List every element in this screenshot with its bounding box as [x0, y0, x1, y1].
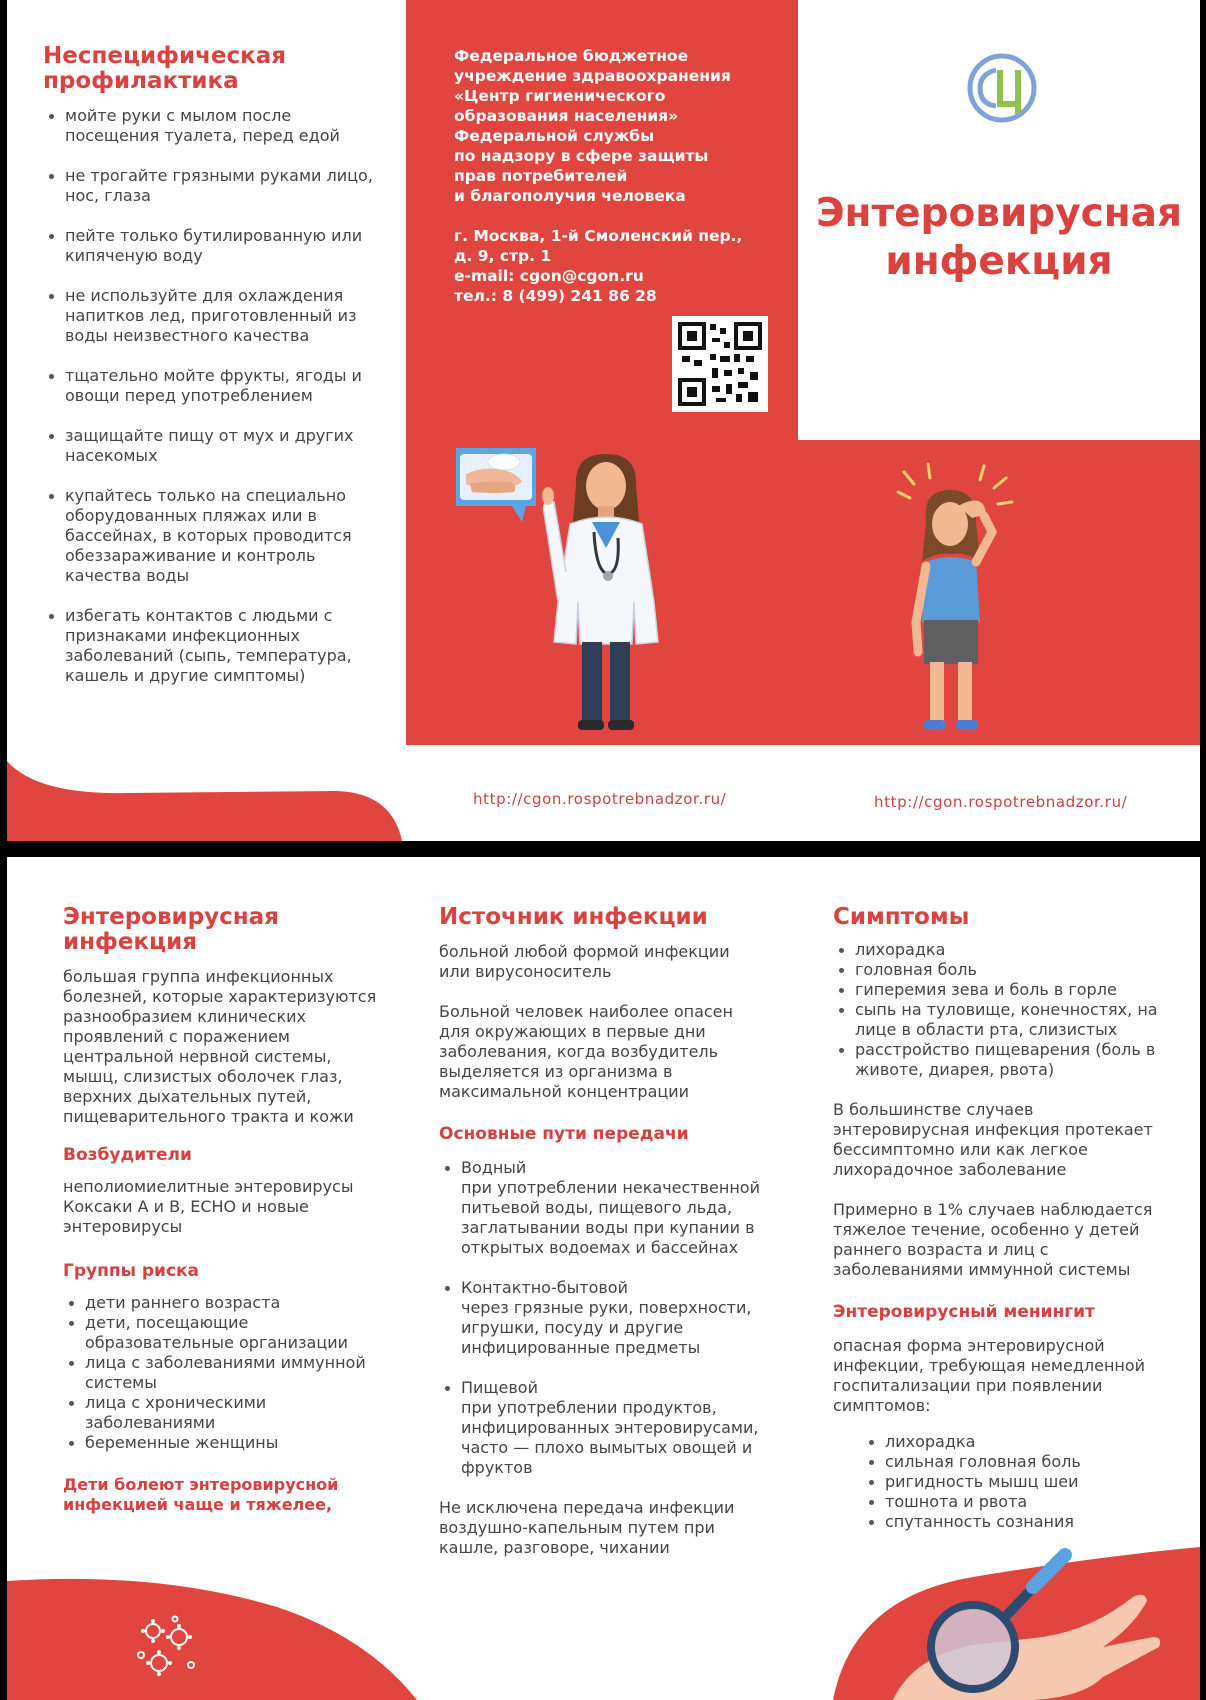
route-desc: при употреблении некачественной питьевой воды, пищевого льда, заглатывании воды при купании в открытых водоемах и бассейнах	[461, 1177, 760, 1257]
routes-list	[439, 1158, 779, 1478]
routes-title: Основные пути передачи	[439, 1123, 689, 1144]
prevention-panel	[43, 44, 403, 686]
airborne-text: Не исключена передача инфекции воздушно-капельным путем при кашле, разговоре, чихании	[439, 1497, 735, 1557]
column-symptoms	[833, 905, 1183, 1532]
phone-line: тел.: 8 (499) 241 86 28	[454, 287, 657, 305]
list-item: избегать контактов с людьми с признаками инфекционных заболеваний (сыпь, температура, кашель и другие симптомы)	[43, 606, 373, 686]
virus-icon	[135, 1615, 205, 1685]
cover-title	[798, 190, 1200, 286]
organization-panel	[406, 0, 798, 745]
symptoms-list	[833, 940, 1163, 1080]
list-item: сильная головная боль	[863, 1452, 1163, 1472]
prevention-title: Неспецифическая профилактика	[43, 43, 286, 94]
list-item: тошнота и рвота	[863, 1492, 1163, 1512]
severe-text: Примерно в 1% случаев наблюдается тяжелое течение, особенно у детей раннего возраста и лиц с заболеваниями иммунной системы	[833, 1199, 1153, 1279]
logo-cgon	[966, 52, 1038, 124]
list-item: дети раннего возраста	[63, 1293, 393, 1313]
list-item: головная боль	[833, 960, 1163, 980]
section-title: Энтеровирусная инфекция	[63, 904, 279, 955]
list-item: тщательно мойте фрукты, ягоды и овощи перед употреблением	[43, 366, 373, 406]
list-item	[439, 1378, 779, 1478]
list-item: дети, посещающие образовательные организации	[63, 1313, 393, 1353]
brochure-inside	[7, 857, 1200, 1700]
cover-lower-panel	[798, 440, 1200, 745]
route-name: Пищевой	[461, 1377, 538, 1397]
route-name: Контактно-бытовой	[461, 1277, 628, 1297]
risk-title: Группы риска	[63, 1260, 200, 1281]
list-item: расстройство пищеварения (боль в животе, диарея, рвота)	[833, 1040, 1163, 1080]
prevention-list	[43, 106, 373, 686]
children-note: Дети болеют энтеровирусной инфекцией чаще и тяжелее,	[63, 1474, 339, 1514]
sick-girl-illustration	[888, 462, 1018, 738]
list-item	[439, 1278, 779, 1358]
org-line: по надзору в сфере защиты	[454, 147, 709, 165]
list-item: лица с заболеваниями иммунной системы	[63, 1353, 393, 1393]
risk-list	[63, 1293, 393, 1453]
asymptomatic-text: В большинстве случаев энтеровирусная инфекция протекает бессимптомно или как легкое лихорадочное заболевание	[833, 1099, 1153, 1179]
list-item: пейте только бутилированную или кипяченую воду	[43, 226, 373, 266]
org-line: Федеральной службы	[454, 127, 655, 145]
list-item: сыпь на туловище, конечностях, на лице в области рта, слизистых	[833, 1000, 1163, 1040]
hand-washing-icon	[452, 444, 542, 524]
org-line: «Центр гигиенического	[454, 87, 666, 105]
meningitis-title: Энтеровирусный менингит	[833, 1301, 1095, 1322]
org-line: Федеральное бюджетное	[454, 47, 689, 65]
website-link-left[interactable]: http://cgon.rospotrebnadzor.ru/	[473, 790, 727, 808]
meningitis-list	[863, 1432, 1163, 1532]
list-item: лихорадка	[863, 1432, 1163, 1452]
cover-title-line: Энтеровирусная	[815, 191, 1183, 236]
list-item: не трогайте грязными руками лицо, нос, глаза	[43, 166, 373, 206]
cover-title-panel	[798, 0, 1200, 440]
org-line: прав потребителей	[454, 167, 628, 185]
org-line: учреждение здравоохранения	[454, 67, 731, 85]
doctor-illustration	[536, 452, 676, 737]
column-source	[439, 905, 789, 1558]
meningitis-text: опасная форма энтеровирусной инфекции, требующая немедленной госпитализации при появлении симптомов:	[833, 1335, 1146, 1415]
org-line: и благополучия человека	[454, 187, 686, 205]
pathogens-title: Возбудители	[63, 1144, 192, 1165]
list-item: беременные женщины	[63, 1433, 393, 1453]
pathogens-text: неполиомиелитные энтеровирусы Коксаки А и В, ЕСНО и новые энтеровирусы	[63, 1176, 354, 1236]
section-title: Симптомы	[833, 904, 970, 930]
brochure-front	[7, 0, 1200, 841]
org-line: образования населения»	[454, 107, 679, 125]
qr-code-icon	[672, 316, 768, 412]
route-name: Водный	[461, 1157, 527, 1177]
danger-text: Больной человек наиболее опасен для окружающих в первые дни заболевания, когда возбудитель выделяется из организма в максимальной концентрации	[439, 1001, 733, 1101]
list-item: ригидность мышц шеи	[863, 1472, 1163, 1492]
source-text: больной любой формой инфекции или вирусоноситель	[439, 941, 730, 981]
description-text: большая группа инфекционных болезней, которые характеризуются разнообразием клинических проявлений с поражением центральной нервной системы, мышц, слизистых оболочек глаз, верхних дыхательных путей, пищеварительного тракта и кожи	[63, 966, 377, 1126]
route-desc: при употреблении продуктов, инфицированных энтеровирусами, часто — плохо вымытых овощей и фруктов	[461, 1397, 759, 1477]
column-enterovirus	[63, 905, 393, 1515]
email-link[interactable]: e-mail: cgon@cgon.ru	[454, 267, 644, 285]
decorative-wave	[7, 1577, 427, 1700]
list-item: защищайте пищу от мух и других насекомых	[43, 426, 373, 466]
address-line: г. Москва, 1-й Смоленский пер.,	[454, 227, 743, 245]
section-title: Источник инфекции	[439, 904, 708, 930]
list-item: гиперемия зева и боль в горле	[833, 980, 1163, 1000]
address-line: д. 9, стр. 1	[454, 247, 552, 265]
list-item: лица с хроническими заболеваниями	[63, 1393, 393, 1433]
list-item: спутанность сознания	[863, 1512, 1163, 1532]
list-item	[439, 1158, 779, 1258]
list-item: лихорадка	[833, 940, 1163, 960]
list-item: не используйте для охлаждения напитков лед, приготовленный из воды неизвестного качества	[43, 286, 373, 346]
route-desc: через грязные руки, поверхности, игрушки, посуду и другие инфицированные предметы	[461, 1297, 752, 1357]
website-link-right[interactable]: http://cgon.rospotrebnadzor.ru/	[874, 793, 1128, 811]
magnifier-hand-illustration	[833, 1537, 1200, 1700]
list-item: купайтесь только на специально оборудованных пляжах или в бассейнах, в которых проводится обеззараживание и контроль качества воды	[43, 486, 373, 586]
list-item: мойте руки с мылом после посещения туалета, перед едой	[43, 106, 373, 146]
cover-title-line: инфекция	[885, 239, 1113, 284]
organization-name	[454, 46, 774, 306]
decorative-wave	[7, 755, 407, 841]
